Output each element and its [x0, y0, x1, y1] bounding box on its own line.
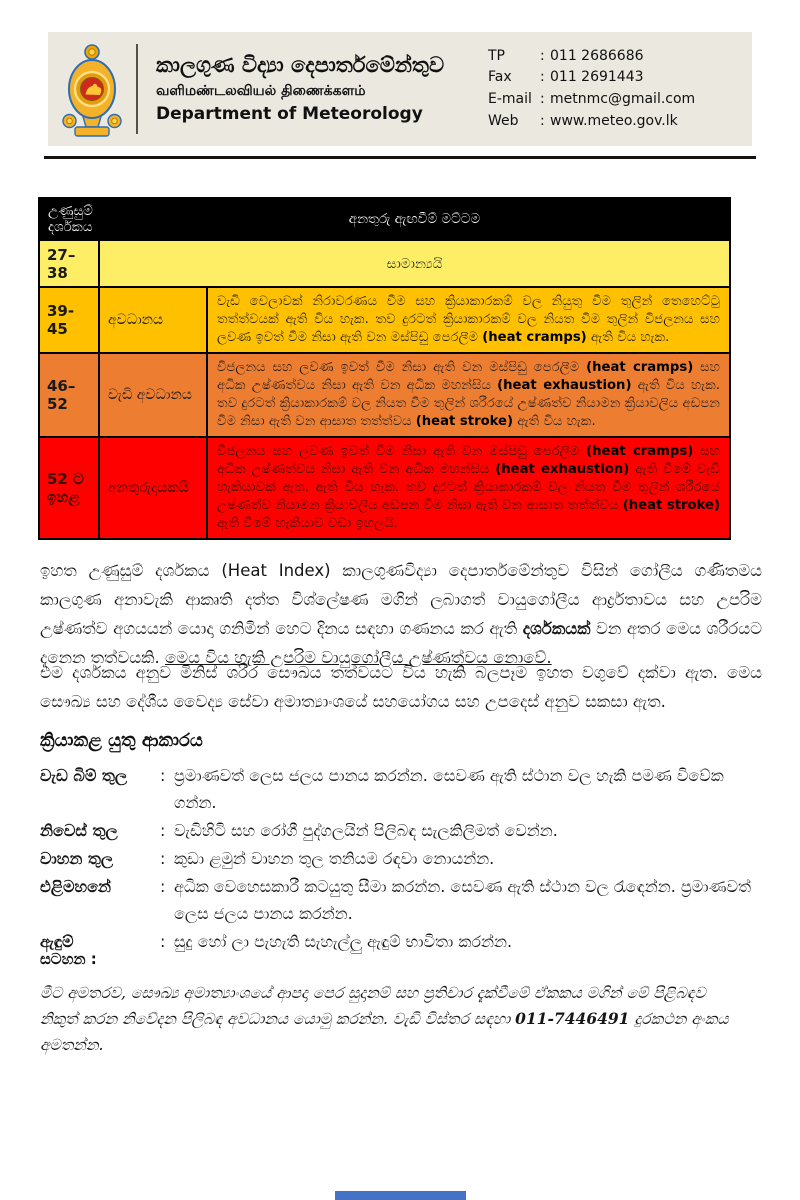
range-cell: 39-45 [39, 287, 99, 353]
action-item-home [40, 817, 764, 844]
actions-heading: ක්‍රියාකළ යුතු ආකාරය [40, 730, 203, 751]
action-item-outdoors [40, 873, 764, 927]
sri-lanka-emblem-icon [62, 43, 122, 139]
action-text: අධික වෙහෙසකාරී කටයුතු සීමා කරන්න. සෙවණ ඇති ස්ථාන වල රැඳෙන්න. ප්‍රමාණවත් ලෙස ජලය පානය කරන්න. [174, 877, 751, 923]
note-pre: මීට අමතරව, සෞඛ්‍ය අමාත්‍යාංශයේ ආපදා පෙර සුදානම් සහ ප්‍රතිචාර දැක්වීමේ ඒකකය මගින් මේ පිළිබඳව නිකුත් කරන නිවේදන පිලිබඳ අවධානය යොමු කරන්න. වැඩි විස්තර සඳහා [40, 984, 706, 1028]
level-cell: වැඩි අවධානය [99, 353, 207, 437]
note-post: දුරකථන අංකය අමතන්න. [40, 1010, 729, 1054]
action-colon: : [160, 932, 166, 951]
action-label: වාහන තුල [40, 849, 114, 868]
heat-index-table [38, 197, 731, 540]
table-header-row [39, 198, 730, 240]
action-label: එළිමහනේ [40, 877, 112, 896]
description-cell: විජලනය සහ ලවණ ඉවත් වීම නිසා ඇති වන මස්පිඩු පෙරලීම (heat cramps) සහ අධික උෂ්ණත්වය නිසා ඇති වන අධික මහන්සිය (heat exhaustion) ඇති වීමේ වැඩි හැකියාවක් ඇත. ඇති විය හැක. තව දුරටත් ක්‍රියාකාරකම් වල නියත වීම තුලින් ශරීරයේ උෂ්ණත්ව නියාමන ක්‍රියාවලිය අඩපන වීම නිසා ඇති වන ආසාත තත්ත්වය (heat stroke) ඇති වීමේ හැකියාව වඩා ඉහලයි. [207, 437, 730, 539]
contact-label: TP [488, 47, 505, 64]
level-cell: අවධානය [99, 287, 207, 353]
level-cell: අනතුරුදායකයි [99, 437, 207, 539]
underlined-text: මෙය විය හැකි උපරිම වායුගෝලීය උෂ්ණත්වය නොවේ. [165, 648, 552, 667]
actions-list [40, 762, 764, 956]
description-cell: විජලනය සහ ලවණ ඉවත් වීම නිසා ඇති වන මස්පිඩු පෙරලීම (heat cramps) සහ අධික උෂ්ණත්වය නිසා ඇති වන අධික මහන්සිය (heat exhaustion) ඇති විය හැක. තව දුරටත් ක්‍රියාකාරකම් වල නියත වීම තුලින් ශරීරයේ උෂ්ණත්ව නියාමන ක්‍රියාවලිය අඩපන වීම නිසා ඇති වන ආසාත තත්ත්වය (heat stroke) ඇති විය හැක. [207, 353, 730, 437]
paragraph-text: වන අතර මෙය ශරීරයට දැනෙන තත්වයකි. [40, 619, 762, 667]
note-label: සටහන : [40, 950, 97, 968]
contact-colon: : [540, 69, 545, 86]
department-titles [156, 54, 488, 123]
action-item-vehicle [40, 845, 764, 872]
contact-value: 011 2686686 [550, 47, 644, 64]
action-label: ඇඳුම් [40, 932, 74, 951]
table-row-normal [39, 240, 730, 287]
action-label: නිවෙස් තුල [40, 821, 118, 840]
contact-label: Web [488, 112, 519, 129]
action-item-worksite [40, 762, 764, 816]
paragraph-text: ඉහත උණුසුම් දර්ශකය (Heat Index) කාලගුණවිද්‍යා දෙපාර්තමේන්තුව විසින් ගෝලීය ගණිතමය කාලගුණ අනාවැකි ආකෘති දත්ත විශ්ලේෂණ මගින් ලබාගත් වායුගෝලීය ආර්ද්‍රතාවය සහ උපරිම උෂ්ණත්ව අගයයන් යොදා ගනිමින් හෙට දිනය සඳහා ගණනය කර ඇති [40, 561, 762, 638]
header-divider [136, 44, 138, 134]
explanation-paragraph-2: එම දර්ශකය අනුව මිනිස් ශරීර සෞඛය තත්වයට විය හැකි බලපෑම ඉහත වගුවේ දක්වා ඇත. මෙය සෞඛ්‍ය සහ දේශීය වෛද්‍ය සේවා අමාත්‍යාංශයේ සහයෝගය සහ උපදෙස් අනුව සකසා ඇත. [40, 663, 762, 711]
contact-web [488, 111, 740, 133]
header-rule [44, 156, 756, 159]
action-colon: : [160, 766, 166, 785]
contact-block [488, 46, 740, 133]
letterhead [48, 32, 752, 146]
contact-tp [488, 46, 740, 68]
table-row-extreme-caution [39, 353, 730, 437]
title-sinhala: කාලගුණ විද්‍යා දෙපාර්තමේන්තුව [156, 53, 445, 78]
contact-colon: : [540, 112, 545, 129]
contact-label: Fax [488, 69, 512, 86]
action-colon: : [160, 821, 166, 840]
action-label: වැඩ බිම් තුල [40, 766, 128, 785]
header-cell-warning: අනතුරු ඇඟවීම් මට්ටම [99, 198, 730, 240]
header-cell-index: උණුසුම් දර්ශකය [39, 198, 99, 240]
range-cell: 46–52 [39, 353, 99, 437]
contact-value: metnmc@gmail.com [550, 91, 696, 107]
title-tamil: வளிமண்டலவியல் திணைக்களம் [156, 82, 366, 99]
range-cell: 52 ට ඉහළ [39, 437, 99, 539]
contact-value: 011 2691443 [550, 69, 644, 86]
action-colon: : [160, 849, 166, 868]
contact-value: www.meteo.gov.lk [550, 112, 678, 129]
bold-word: දර්ශකයක් [522, 619, 591, 638]
note-phone-number: 011-7446491 [515, 1009, 630, 1028]
bottom-accent-bar [335, 1191, 466, 1200]
level-cell: සාමාන්‍යයි [99, 240, 730, 287]
action-text: ප්‍රමාණවත් ලෙස ජලය පානය කරන්න. සෙවණ ඇති ස්ථාන වල හැකි පමණ විවේක ගන්න. [174, 766, 724, 812]
action-item-clothing [40, 928, 764, 955]
action-text: කුඩා ළමුන් වාහන තුල තනියම රඳවා නොයන්න. [174, 849, 495, 868]
range-cell: 27–38 [39, 240, 99, 287]
table-row-danger [39, 437, 730, 539]
table-row-caution [39, 287, 730, 353]
contact-email [488, 89, 740, 111]
action-text: සුදු හෝ ලා පැහැති සැහැල්ලු ඇඳුම් භාවිතා කරන්න. [174, 932, 513, 951]
explanation-paragraph-1 [40, 556, 762, 672]
action-text: වැඩිහිටි සහ රෝගී පුද්ගලයින් පිලිබඳ සැලකිලිමත් වෙන්න. [174, 821, 558, 840]
contact-label: E-mail [488, 91, 532, 107]
note-text [40, 980, 748, 1058]
contact-fax [488, 67, 740, 89]
action-colon: : [160, 877, 166, 896]
contact-colon: : [540, 47, 545, 64]
title-english: Department of Meteorology [156, 103, 423, 124]
contact-colon: : [540, 91, 545, 107]
description-cell: වැඩි වෙලාවක් නිරාවරණය වීම සහ ක්‍රියාකාරකම් වල නියුතු වීම තුලින් තෙහෙට්ටු තත්ත්වයක් ඇති විය හැක. තව දුරටත් ක්‍රියාකාරකම් වල නියත වීම තුලින් විජලනය සහ ලවණ ඉවත් වීම නිසා ඇති වන මස්පිඩු පෙරලීම (heat cramps) ඇති විය හැක. [207, 287, 730, 353]
